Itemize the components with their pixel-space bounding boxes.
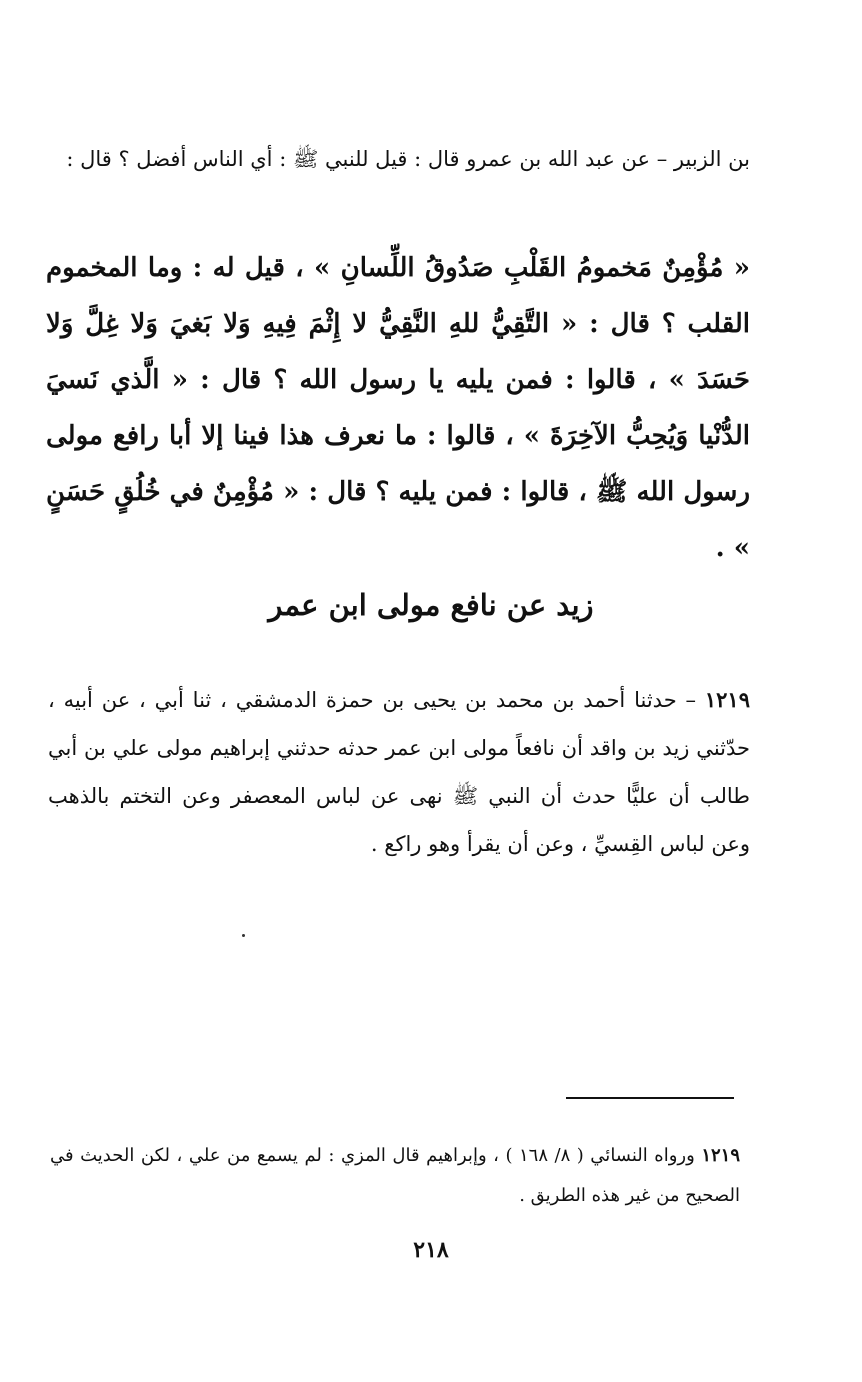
hadith-entry-1219	[48, 676, 750, 868]
intro-paragraph	[50, 138, 750, 180]
intro-text: بن الزبير – عن عبد الله بن عمرو قال : قيل للنبي ﷺ : أي الناس أفضل ؟ قال :	[66, 147, 750, 171]
hadith-paragraph	[46, 240, 750, 576]
page-number: ٢١٨	[413, 1237, 449, 1263]
hadith-text: « مُؤْمِنٌ مَخمومُ القَلْبِ صَدُوقُ اللِّسانِ » ، قيل له : وما المخموم القلب ؟ قال : « التَّقِيُّ للهِ النَّقِيُّ لا إِثْمَ فِيهِ وَلا بَغيَ وَلا غِلَّ وَلا حَسَدَ » ، قالوا : فمن يليه يا رسول الله ؟ قال : « الَّذي نَسيَ الدُّنْيا وَيُحِبُّ الآخِرَةَ » ، قالوا : ما نعرف هذا فينا إلا أبا رافع مولى رسول الله ﷺ ، قالوا : فمن يليه ؟ قال : « مُؤْمِنٌ في خُلُقٍ حَسَنٍ » .	[46, 253, 750, 563]
entry-text: – حدثنا أحمد بن محمد بن يحيى بن حمزة الدمشقي ، ثنا أبي ، عن أبيه ، حدّثني زيد بن واقد أن نافعاً مولى ابن عمر حدثه حدثني إبراهيم مولى علي بن أبي طالب أن عليًّا حدث أن النبي ﷺ نهى عن لباس المعصفر وعن التختم بالذهب وعن لباس القِسيِّ ، وعن أن يقرأ وهو راكع .	[48, 688, 750, 856]
footnote-text: ورواه النسائي ( ٨/ ١٦٨ ) ، وإبراهيم قال المزي : لم يسمع من علي ، لكن الحديث في الصحيح من غير هذه الطريق .	[50, 1145, 740, 1206]
entry-number: ١٢١٩	[704, 687, 750, 712]
footnote-number: ١٢١٩	[701, 1145, 740, 1166]
section-title: زيد عن نافع مولى ابن عمر	[268, 588, 594, 622]
footnote	[50, 1136, 740, 1216]
footnote-separator	[566, 1097, 734, 1099]
stray-dot	[242, 934, 245, 937]
